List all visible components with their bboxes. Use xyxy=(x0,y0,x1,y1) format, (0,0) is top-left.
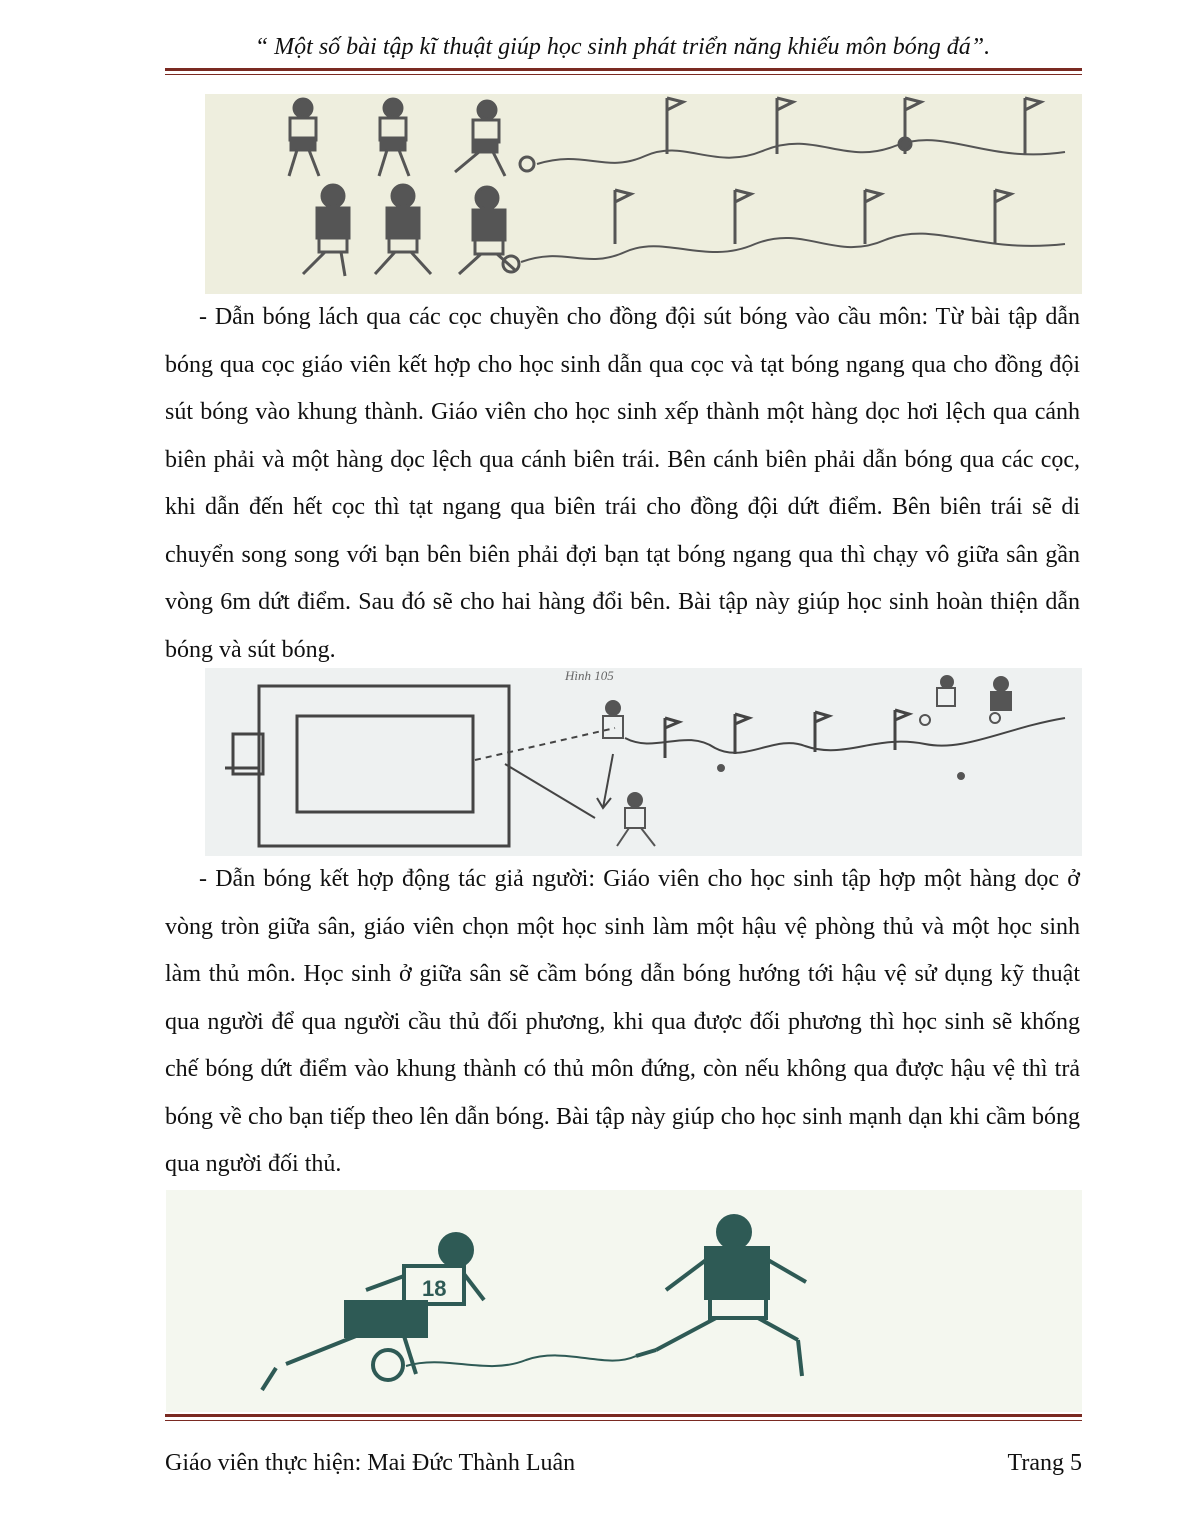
header-rule-bottom xyxy=(165,74,1082,75)
player-figure xyxy=(991,677,1011,710)
figure-dribbling-poles xyxy=(205,94,1082,294)
header-rule-top xyxy=(165,68,1082,71)
footer-rule-bottom xyxy=(165,1420,1082,1421)
paragraph-feint-dribble: - Dẫn bóng kết hợp động tác giả người: Giáo viên cho học sinh tập hợp một hàng dọc ở vòng tròn giữa sân, giáo viên chọn một học sinh làm một hậu vệ phòng thủ và một học sinh làm thủ môn. Học sinh ở giữa sân sẽ cầm bóng dẫn bóng hướng tới hậu vệ sử dụng kỹ thuật qua người để qua người cầu thủ đối phương, khi qua được đối phương thì học sinh sẽ khống chế bóng dứt điểm vào khung thành có thủ môn đứng, còn nếu không qua được hậu vệ thì trả bóng về cho bạn tiếp theo lên dẫn bóng. Bài tập này giúp cho học sinh mạnh dạn khi cầm bóng qua người đối thủ. xyxy=(165,866,1080,1177)
figure-field-cross-diagram xyxy=(205,668,1082,856)
player-figure xyxy=(937,676,955,706)
document-header-title: “ Một số bài tập kĩ thuật giúp học sinh phát triển năng khiếu môn bóng đá”. xyxy=(254,34,991,60)
player-figure xyxy=(617,793,655,846)
figure-feint-players xyxy=(166,1190,1082,1412)
player-figure xyxy=(455,101,505,176)
player-figure xyxy=(303,185,349,276)
player-figure xyxy=(289,99,319,176)
footer-teacher: Giáo viên thực hiện: Mai Đức Thành Luân xyxy=(165,1450,576,1476)
player-figure xyxy=(379,99,409,176)
figure-caption: Hình 105 xyxy=(565,668,614,683)
player-figure xyxy=(603,701,623,738)
paragraph-dribble-pass-shoot: - Dẫn bóng lách qua các cọc chuyền cho đồng đội sút bóng vào cầu môn: Từ bài tập dẫn bóng qua cọc giáo viên kết hợp cho học sinh dẫn qua cọc và tạt bóng ngang qua cho đồng đội sút bóng vào khung thành. Giáo viên cho học sinh xếp thành một hàng dọc hơi lệch qua cánh biên phải và một hàng dọc lệch qua cánh biên trái. Bên cánh biên phải dẫn bóng qua các cọc, khi dẫn đến hết cọc thì tạt ngang qua biên trái cho đồng đội dứt điểm. Bên biên trái sẽ di chuyển song song với bạn bên biên phải đợi bạn tạt bóng ngang qua thì chạy vô giữa sân gần vòng 6m dứt điểm. Sau đó sẽ cho hai hàng đổi bên. Bài tập này giúp học sinh hoàn thiện dẫn bóng và sút bóng. xyxy=(165,304,1080,663)
footer-rule-top xyxy=(165,1414,1082,1417)
player-figure xyxy=(636,1216,806,1376)
player-figure xyxy=(375,185,431,274)
footer-page-number: Trang 5 xyxy=(1007,1450,1082,1476)
player-figure xyxy=(459,187,515,274)
jersey-number: 18 xyxy=(422,1276,447,1301)
